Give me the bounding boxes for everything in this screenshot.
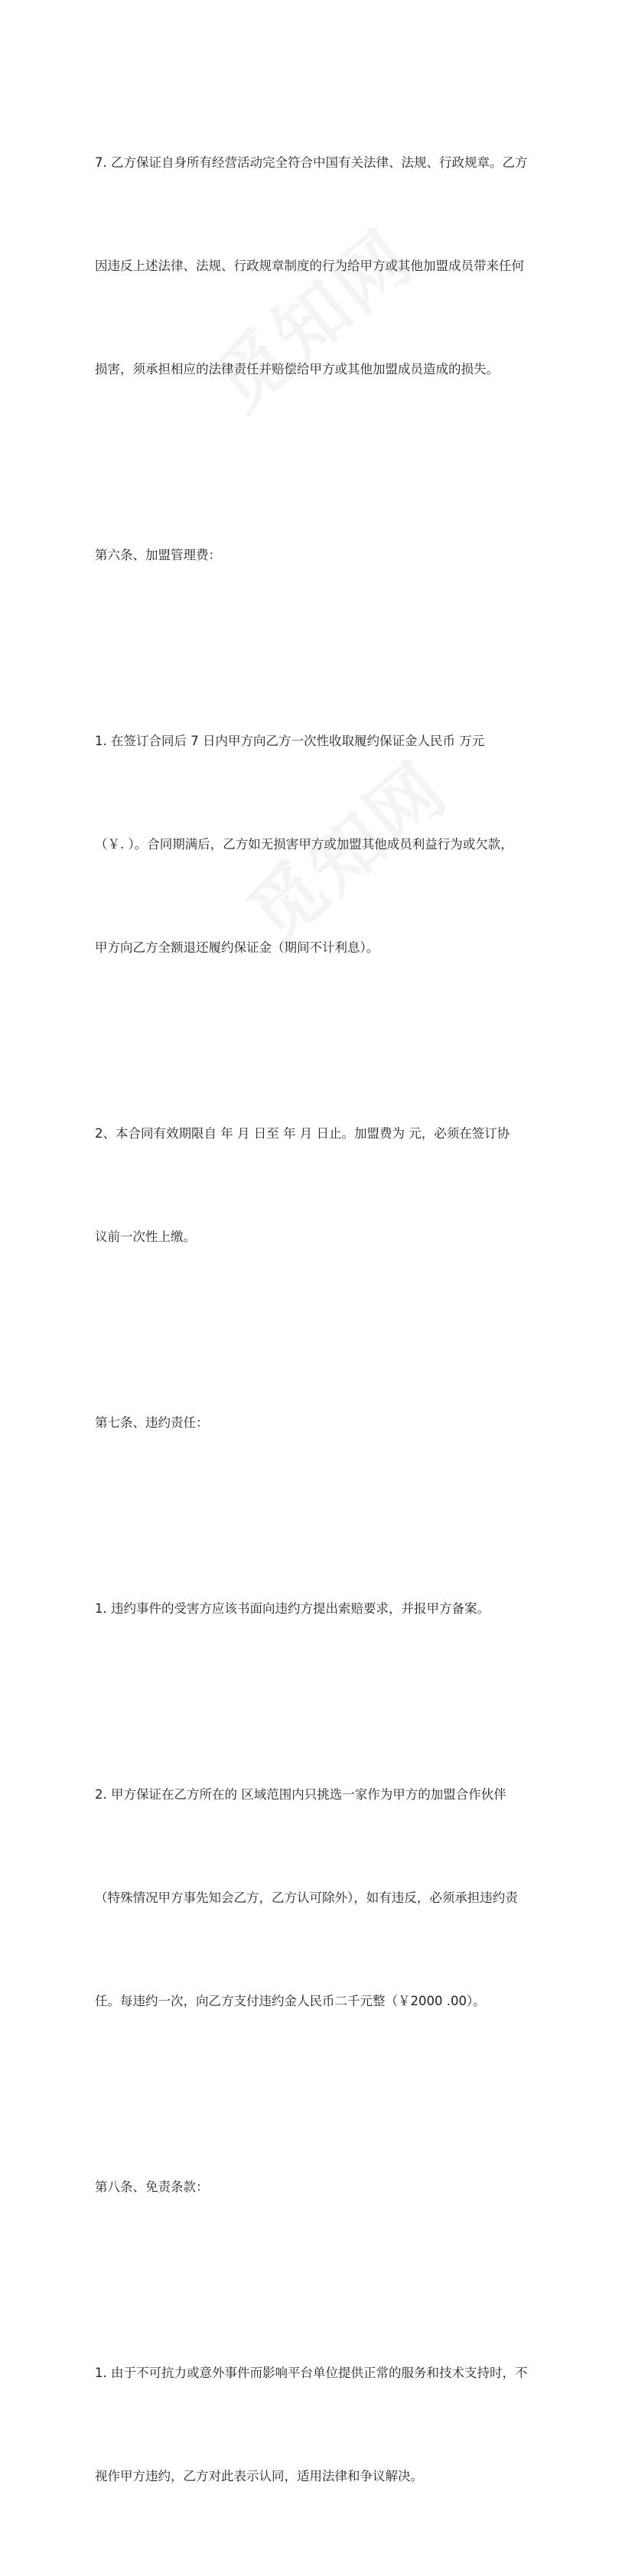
text-line: 损害，须承担相应的法律责任并赔偿给甲方或其他加盟成员造成的损失。 bbox=[95, 362, 499, 376]
article-6-heading bbox=[95, 469, 546, 641]
clause-7-paragraph bbox=[95, 77, 546, 455]
text-line: 甲方向乙方全额退还履约保证金（期间不计利息）。 bbox=[95, 940, 379, 955]
article-7-item-2 bbox=[95, 1708, 546, 2087]
text-line: 1. 违约事件的受害方应该书面向违约方提出索赔要求，并报甲方备案。 bbox=[95, 1601, 490, 1616]
text-line: （特殊情况甲方事先知会乙方，乙方认可除外），如有违反，必须承担违约责 bbox=[95, 1890, 518, 1905]
article-6-item-2 bbox=[95, 1047, 546, 1323]
text-line: 7. 乙方保证自身所有经营活动完全符合中国有关法律、法规、行政规章。乙方 bbox=[95, 155, 528, 170]
article-8-heading bbox=[95, 2101, 546, 2273]
heading-text: 第七条、违约责任： bbox=[95, 1415, 209, 1430]
article-6-item-1 bbox=[95, 655, 546, 1034]
article-7-item-1 bbox=[95, 1522, 546, 1695]
article-8-item-1 bbox=[95, 2287, 546, 2562]
text-line: 2. 甲方保证在乙方所在的 区域范围内只挑选一家作为甲方的加盟合作伙伴 bbox=[95, 1787, 506, 1802]
text-line: （￥. ）。合同期满后，乙方如无损害甲方或加盟其他成员利益行为或欠款， bbox=[95, 837, 513, 852]
text-line: 1. 由于不可抗力或意外事件而影响平台单位提供正常的服务和技术支持时，不 bbox=[95, 2366, 528, 2380]
text-line: 1. 在签订合同后 7 日内甲方向乙方一次性收取履约保证金人民币 万元 bbox=[95, 734, 485, 748]
heading-text: 第八条、免责条款： bbox=[95, 2180, 209, 2194]
text-line: 任。每违约一次，向乙方支付违约金人民币二千元整（￥2000 .00）。 bbox=[95, 1994, 486, 2008]
text-line: 视作甲方违约，乙方对此表示认同，适用法律和争议解决。 bbox=[95, 2469, 423, 2483]
heading-text: 第六条、加盟管理费： bbox=[95, 548, 221, 562]
text-line: 2、本合同有效期限自 年 月 日至 年 月 日止。加盟费为 元，必须在签订协 bbox=[95, 1126, 510, 1141]
article-7-heading bbox=[95, 1337, 546, 1509]
text-line: 因违反上述法律、法规、行政规章制度的行为给甲方或其他加盟成员带来任何 bbox=[95, 259, 524, 273]
document-body bbox=[95, 77, 546, 2576]
text-line: 议前一次性上缴。 bbox=[95, 1229, 196, 1244]
